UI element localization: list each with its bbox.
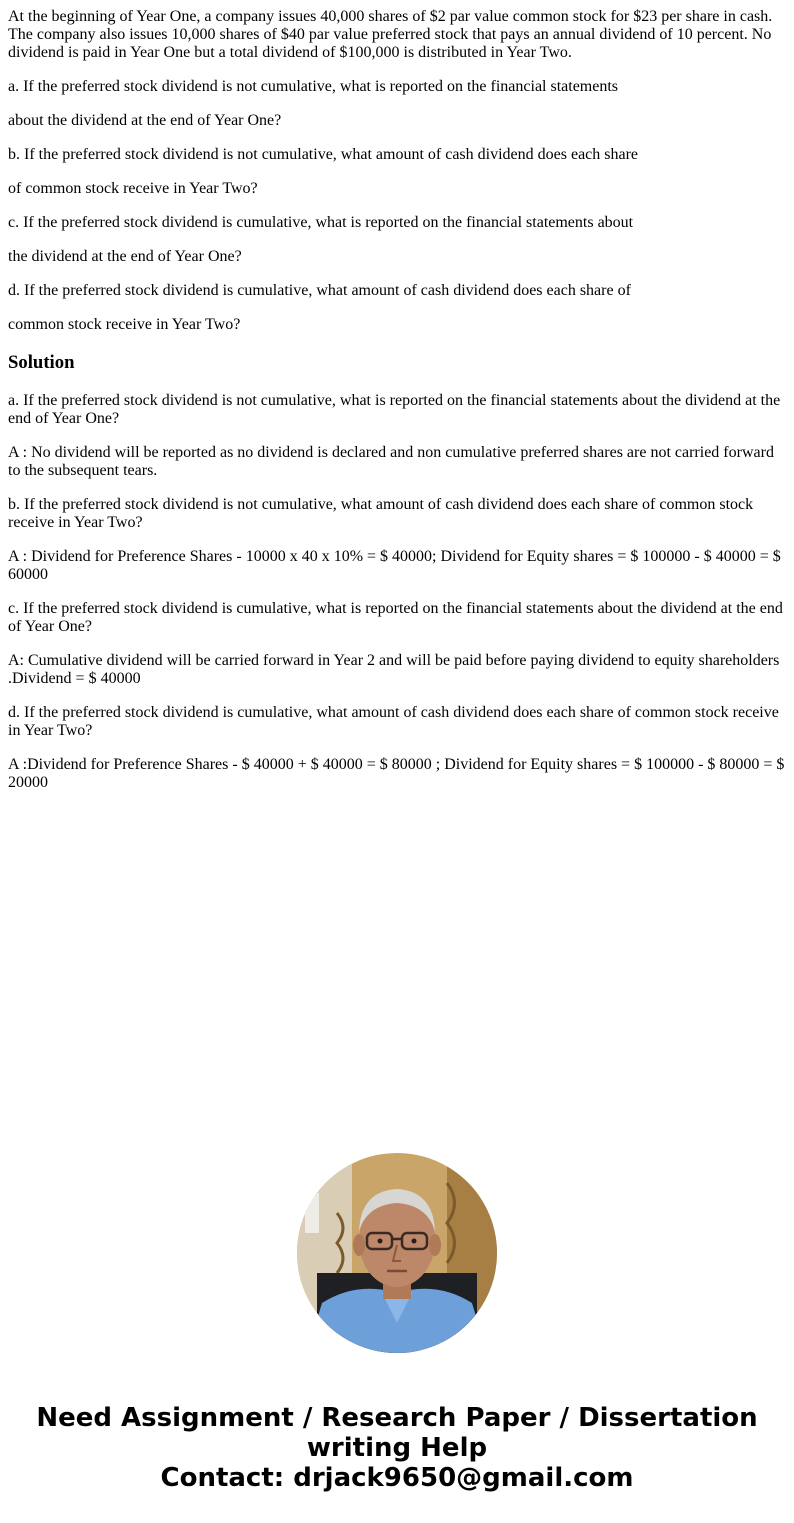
solution-question: c. If the preferred stock dividend is cumulative, what is reported on the financial statements about the dividend at the end of Year One? bbox=[8, 600, 783, 635]
contact-email: Contact: drjack9650@gmail.com bbox=[160, 1463, 634, 1493]
solution-answer: A : Dividend for Preference Shares - 10000 x 40 x 10% = $ 40000; Dividend for Equity shares = $ 100000 - $ 40000 = $ 60000 bbox=[8, 548, 781, 583]
question-line: of common stock receive in Year Two? bbox=[8, 180, 258, 197]
question-intro: At the beginning of Year One, a company issues 40,000 shares of $2 par value common stock for $23 per share in cash. The company also issues 10,000 shares of $40 par value preferred stock that pays an annual dividend of 10 percent. No dividend is paid in Year One but a total dividend of $100,000 is distributed in Year Two. bbox=[8, 8, 773, 61]
solution-answer: A : No dividend will be reported as no dividend is declared and non cumulative preferred shares are not carried forward to the subsequent tears. bbox=[8, 444, 774, 479]
avatar bbox=[297, 1153, 497, 1353]
question-line: a. If the preferred stock dividend is not cumulative, what is reported on the financial statements bbox=[8, 78, 619, 95]
solution-answer: A :Dividend for Preference Shares - $ 40000 + $ 40000 = $ 80000 ; Dividend for Equity shares = $ 100000 - $ 80000 = $ 20000 bbox=[8, 756, 785, 791]
portrait-illustration bbox=[297, 1153, 497, 1353]
solution-answer: A: Cumulative dividend will be carried forward in Year 2 and will be paid before paying dividend to equity shareholders .Dividend = $ 40000 bbox=[8, 652, 780, 687]
solution-question: a. If the preferred stock dividend is not cumulative, what is reported on the financial statements about the dividend at the end of Year One? bbox=[8, 392, 781, 427]
solution-question: b. If the preferred stock dividend is not cumulative, what amount of cash dividend does each share of common stock receive in Year Two? bbox=[8, 496, 754, 531]
solution-heading: Solution bbox=[8, 352, 75, 373]
question-line: b. If the preferred stock dividend is not cumulative, what amount of cash dividend does each share bbox=[8, 146, 639, 163]
banner-line: writing Help bbox=[306, 1433, 488, 1463]
solution-question: d. If the preferred stock dividend is cumulative, what amount of cash dividend does each share of common stock receive in Year Two? bbox=[8, 704, 779, 739]
question-line: c. If the preferred stock dividend is cumulative, what is reported on the financial statements about bbox=[8, 214, 634, 231]
question-line: the dividend at the end of Year One? bbox=[8, 248, 242, 265]
contact-banner bbox=[0, 1403, 794, 1493]
question-line: about the dividend at the end of Year One? bbox=[8, 112, 282, 129]
document-body bbox=[8, 8, 786, 808]
banner-line: Need Assignment / Research Paper / Dissertation bbox=[36, 1403, 758, 1433]
question-line: d. If the preferred stock dividend is cumulative, what amount of cash dividend does each share of bbox=[8, 282, 631, 299]
question-line: common stock receive in Year Two? bbox=[8, 316, 241, 333]
